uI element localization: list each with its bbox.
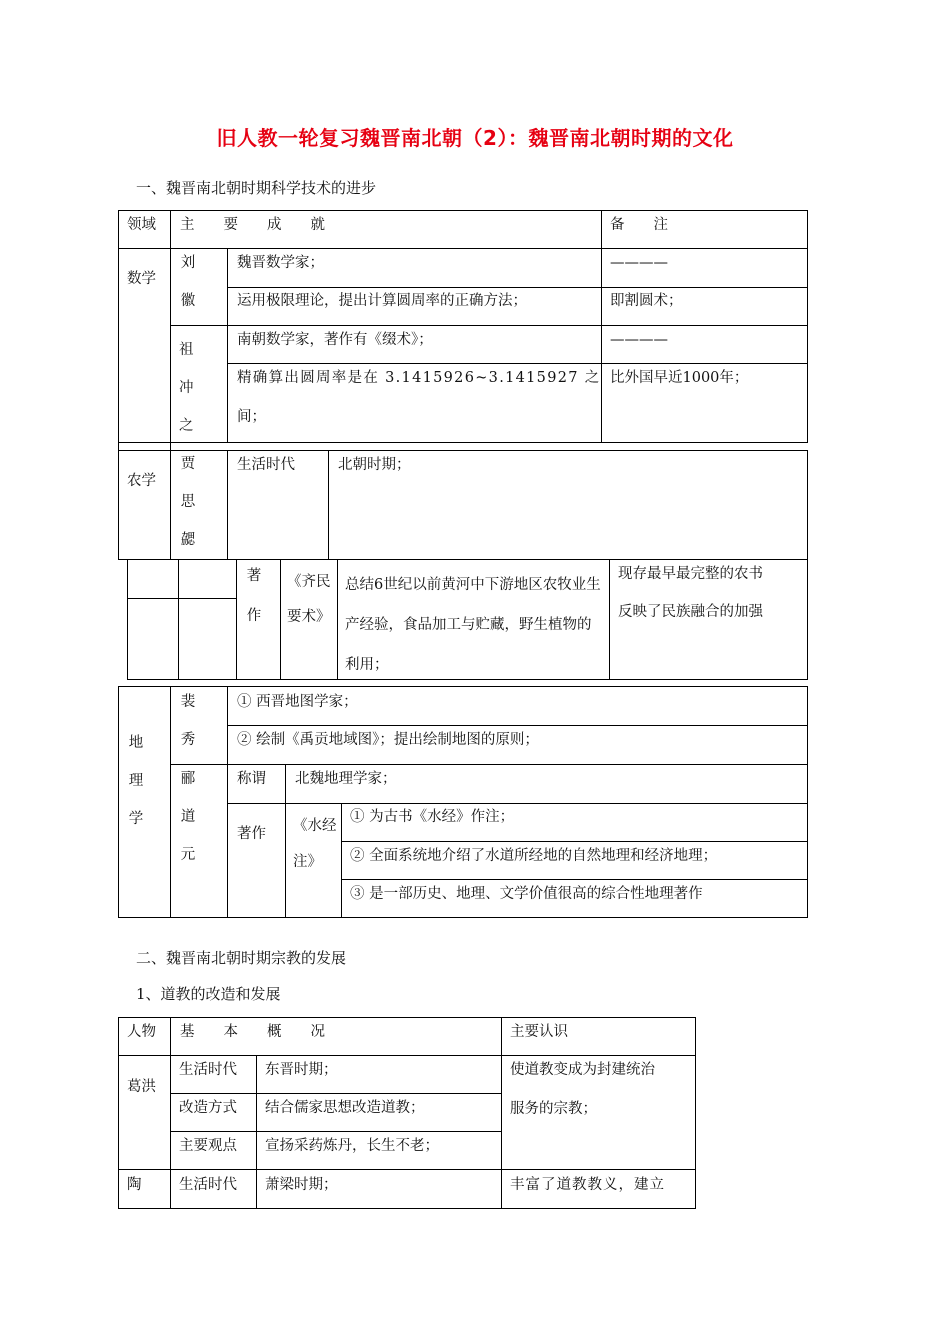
li-point-2: ② 全面系统地介绍了水道所经地的自然地理和经济地理；	[350, 848, 718, 864]
zu-r1-note: ————	[610, 332, 668, 348]
liuhui-r1: 魏晋数学家；	[237, 255, 324, 271]
header-view: 主要认识	[510, 1024, 568, 1040]
gehong-value-1: 东晋时期；	[265, 1062, 338, 1078]
zu-r2-note: 比外国早近1000年；	[610, 370, 749, 386]
gehong-view-a: 使道教变成为封建统治	[510, 1062, 655, 1078]
gehong-label-3: 主要观点	[179, 1138, 237, 1154]
tao-view-a: 丰富了道教教义，建立	[510, 1177, 665, 1193]
li-title-label: 称谓	[237, 771, 266, 787]
gehong-view-b: 服务的宗教；	[510, 1101, 597, 1117]
gehong-value-2: 结合儒家思想改造道教；	[265, 1100, 425, 1116]
peixiu-r1: ① 西晋地图学家；	[237, 694, 358, 710]
agri-work-label: 著作	[246, 568, 262, 624]
agri-field: 农学	[127, 473, 156, 489]
gehong-value-3: 宣扬采药炼丹，长生不老；	[265, 1138, 439, 1154]
header-basic: 基 本 概 况	[180, 1024, 325, 1040]
page-title: 旧人教一轮复习魏晋南北朝（2）：魏晋南北朝时期的文化	[216, 126, 734, 150]
agri-note-2: 反映了民族融合的加强	[618, 604, 763, 620]
section1-heading: 一、魏晋南北朝时期科学技术的进步	[136, 179, 377, 197]
agri-era-label: 生活时代	[237, 457, 295, 473]
agri-content: 总结6世纪以前黄河中下游地区农牧业生产经验，食品加工与贮藏，野生植物的利用；	[345, 577, 601, 673]
gehong-name: 葛洪	[127, 1079, 156, 1095]
agri-note-1: 现存最早最完整的农书	[618, 566, 763, 582]
tao-value-1: 萧梁时期；	[265, 1177, 338, 1193]
agri-era-value: 北朝时期；	[338, 457, 411, 473]
liuhui-r1-note: ————	[610, 255, 668, 271]
peixiu-name: 裴秀	[180, 694, 196, 748]
header-main: 主 要 成 就	[180, 217, 325, 233]
header-note: 备 注	[610, 217, 668, 233]
gehong-label-2: 改造方式	[179, 1100, 237, 1116]
li-point-1: ① 为古书《水经》作注；	[350, 809, 515, 825]
header-field: 领域	[127, 217, 156, 233]
tao-name: 陶	[127, 1177, 142, 1193]
zu-r2-b: 间；	[237, 409, 266, 425]
agri-book: 《齐民要术》	[287, 574, 331, 625]
li-book: 《水经注》	[293, 818, 337, 870]
tao-label-1: 生活时代	[179, 1177, 237, 1193]
liuhui-r2-note: 即割圆术；	[610, 293, 683, 309]
peixiu-r2: ② 绘制《禹贡地域图》；提出绘制地图的原则；	[237, 732, 539, 748]
li-title-value: 北魏地理学家；	[295, 771, 397, 787]
zu-r1: 南朝数学家，著作有《缀术》；	[237, 332, 433, 348]
liuhui-name: 刘徽	[180, 255, 196, 309]
zu-name: 祖冲之	[179, 342, 202, 434]
header-person: 人物	[127, 1024, 156, 1040]
li-point-3: ③ 是一部历史、地理、文学价值很高的综合性地理著作	[350, 886, 703, 902]
gehong-label-1: 生活时代	[179, 1062, 237, 1078]
geo-field: 地理学	[128, 735, 144, 827]
li-name: 郦道元	[180, 771, 196, 863]
li-work-label: 著作	[237, 826, 266, 842]
section2-heading: 二、魏晋南北朝时期宗教的发展	[136, 949, 347, 967]
zu-r2-a: 精确算出圆周率是在 3.1415926~3.1415927 之	[237, 370, 601, 386]
jia-name: 贾思勰	[180, 456, 196, 548]
liuhui-r2: 运用极限理论，提出计算圆周率的正确方法；	[237, 293, 527, 309]
math-field: 数学	[127, 271, 156, 287]
section2-sub1: 1、道教的改造和发展	[136, 985, 281, 1003]
